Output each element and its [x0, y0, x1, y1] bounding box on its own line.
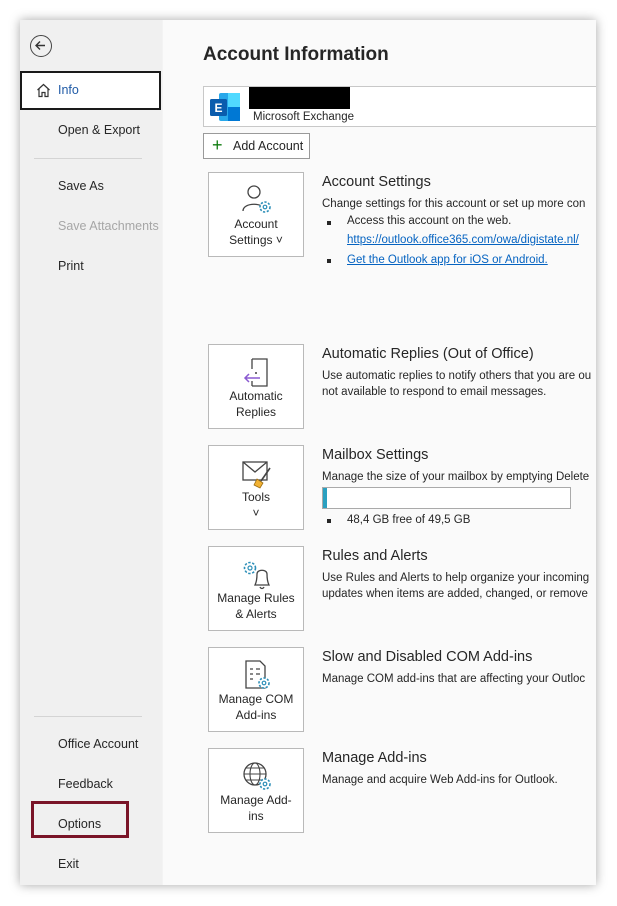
arrow-left-icon	[34, 39, 47, 52]
section-title: Rules and Alerts	[322, 548, 428, 564]
section-description: Manage COM add-ins that are affecting your Outloc	[322, 673, 586, 685]
account-information-panel	[163, 20, 596, 885]
sidebar-item-save-attachments	[20, 208, 162, 244]
sidebar-item-label: Feedback	[58, 777, 113, 791]
tile-label: Manage COM Add-ins	[218, 692, 294, 722]
sidebar-item-save-as[interactable]	[20, 168, 162, 204]
section-title: Account Settings	[322, 174, 431, 190]
quota-bar-fill	[323, 488, 327, 508]
manage-com-addins-button[interactable]	[208, 647, 304, 732]
sidebar-item-label: Save Attachments	[58, 219, 159, 233]
sidebar-divider	[34, 158, 142, 159]
owa-link[interactable]: https://outlook.office365.com/owa/digistate.nl/	[347, 234, 579, 246]
section-title: Slow and Disabled COM Add-ins	[322, 649, 533, 665]
redacted-account-name	[249, 87, 350, 109]
outlook-app-link[interactable]: Get the Outlook app for iOS or Android.	[347, 254, 548, 266]
quota-text: 48,4 GB free of 49,5 GB	[347, 514, 471, 526]
section-description: Manage the size of your mailbox by emptying Delete	[322, 471, 590, 483]
home-icon	[36, 83, 51, 98]
sidebar-item-label: Open & Export	[58, 123, 140, 137]
account-selector[interactable]	[203, 86, 596, 127]
plus-icon: +	[212, 135, 223, 155]
account-settings-button[interactable]	[208, 172, 304, 257]
section-description: Manage and acquire Web Add-ins for Outlook.	[322, 774, 558, 786]
globe-gear-icon	[240, 759, 274, 793]
manage-addins-button[interactable]	[208, 748, 304, 833]
section-description: Use automatic replies to notify others that you are ou not available to respond to email messages.	[322, 370, 592, 398]
door-arrow-icon	[240, 355, 274, 389]
sidebar-divider	[34, 716, 142, 717]
add-account-label: Add Account	[233, 139, 304, 153]
back-button[interactable]	[30, 35, 52, 57]
account-type: Microsoft Exchange	[253, 111, 354, 123]
tile-label: Manage Rules & Alerts	[217, 591, 295, 621]
mailbox-quota-bar	[322, 487, 571, 509]
section-title: Mailbox Settings	[322, 447, 429, 463]
automatic-replies-button[interactable]	[208, 344, 304, 429]
account-settings-icon	[240, 183, 274, 217]
sidebar-item-print[interactable]	[20, 248, 162, 284]
tile-label: Tools ˅	[241, 490, 270, 520]
sidebar-item-open-export[interactable]	[20, 112, 162, 148]
mail-broom-icon	[240, 456, 274, 490]
tile-label: Account Settings ˅	[229, 217, 283, 247]
sidebar-item-feedback[interactable]	[20, 766, 162, 802]
section-description: Use Rules and Alerts to help organize your incoming updates when items are added, changed, or remove	[322, 572, 590, 600]
sidebar-item-label: Exit	[58, 857, 79, 871]
sidebar-item-office-account[interactable]	[20, 726, 162, 762]
section-description: Change settings for this account or set up more con	[322, 198, 586, 210]
add-account-button[interactable]	[203, 133, 310, 159]
com-addins-icon	[240, 658, 274, 692]
bullet	[327, 259, 331, 263]
sidebar-item-label: Info	[58, 83, 79, 97]
section-title: Automatic Replies (Out of Office)	[322, 346, 534, 362]
tools-button[interactable]	[208, 445, 304, 530]
page-title: Account Information	[203, 44, 389, 65]
sidebar-item-label: Office Account	[58, 737, 139, 751]
sidebar-item-label: Options	[58, 817, 102, 831]
outlook-backstage-window	[20, 20, 596, 885]
sidebar-item-info[interactable]	[20, 71, 161, 110]
rules-bell-icon	[240, 557, 274, 591]
sidebar-item-exit[interactable]	[20, 846, 162, 882]
sidebar-item-label: Print	[58, 259, 84, 273]
backstage-sidebar	[20, 20, 162, 885]
tile-label: Automatic Replies	[229, 389, 283, 419]
bullet	[327, 221, 331, 225]
tile-label: Manage Add- ins	[220, 793, 292, 823]
exchange-logo-icon	[208, 91, 242, 123]
bullet	[327, 519, 331, 523]
section-title: Manage Add-ins	[322, 750, 427, 766]
web-access-text: Access this account on the web.	[347, 215, 512, 227]
sidebar-item-options[interactable]	[20, 806, 162, 842]
svg-text:E: E	[214, 101, 223, 115]
manage-rules-alerts-button[interactable]	[208, 546, 304, 631]
sidebar-item-label: Save As	[58, 179, 104, 193]
